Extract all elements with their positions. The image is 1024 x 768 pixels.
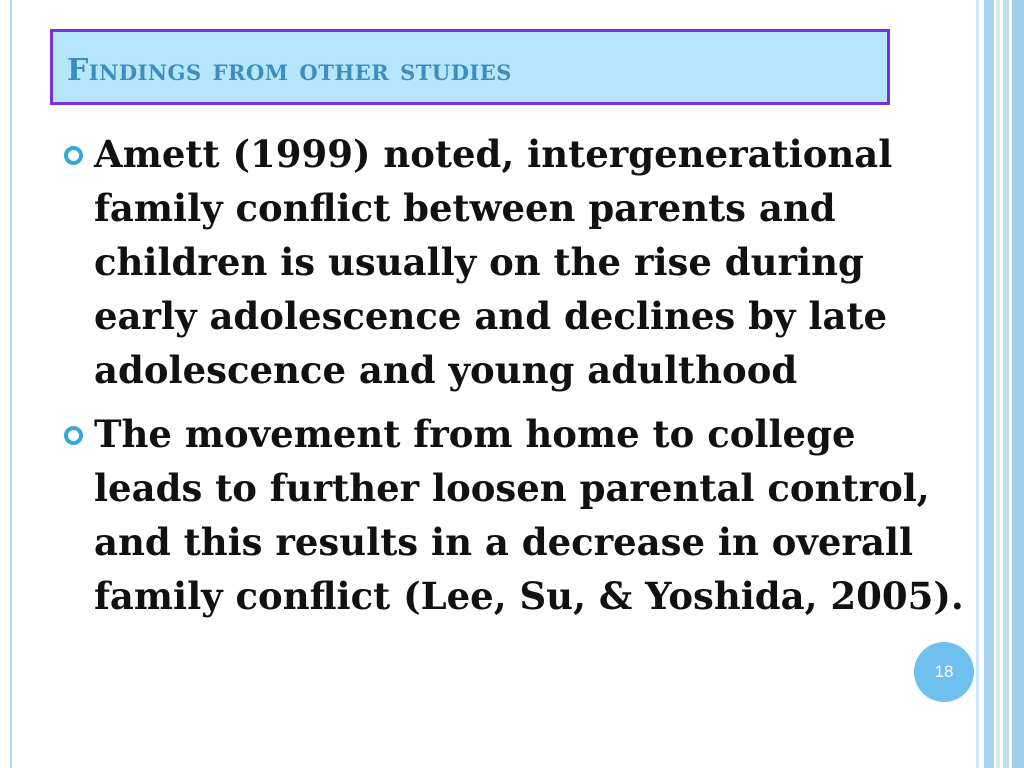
bullet-text: Amett (1999) noted, intergenerational family conflict between parents and children is usually on the rise during early adolescence and declines by late adolescence and young adulthood xyxy=(94,132,893,392)
right-decor-stripe xyxy=(996,0,1000,768)
right-decor-stripe xyxy=(976,0,979,768)
left-border-line xyxy=(10,0,12,768)
slide-title: Findings from other studies xyxy=(67,53,512,88)
slide-title-box xyxy=(50,29,890,105)
bullet-item xyxy=(60,127,970,397)
circle-bullet-icon xyxy=(64,146,83,165)
right-decor-stripe xyxy=(984,0,994,768)
bullet-text: The movement from home to college leads to further loosen parental control, and this results in a decrease in overall family conflict (Lee, Su, & Yoshida, 2005). xyxy=(94,412,964,618)
slide-content xyxy=(60,127,970,633)
page-number-badge: 18 xyxy=(914,642,974,702)
right-decor-stripe xyxy=(1003,0,1009,768)
circle-bullet-icon xyxy=(64,426,83,445)
right-decor-stripe xyxy=(1012,0,1024,768)
bullet-item xyxy=(60,407,970,623)
